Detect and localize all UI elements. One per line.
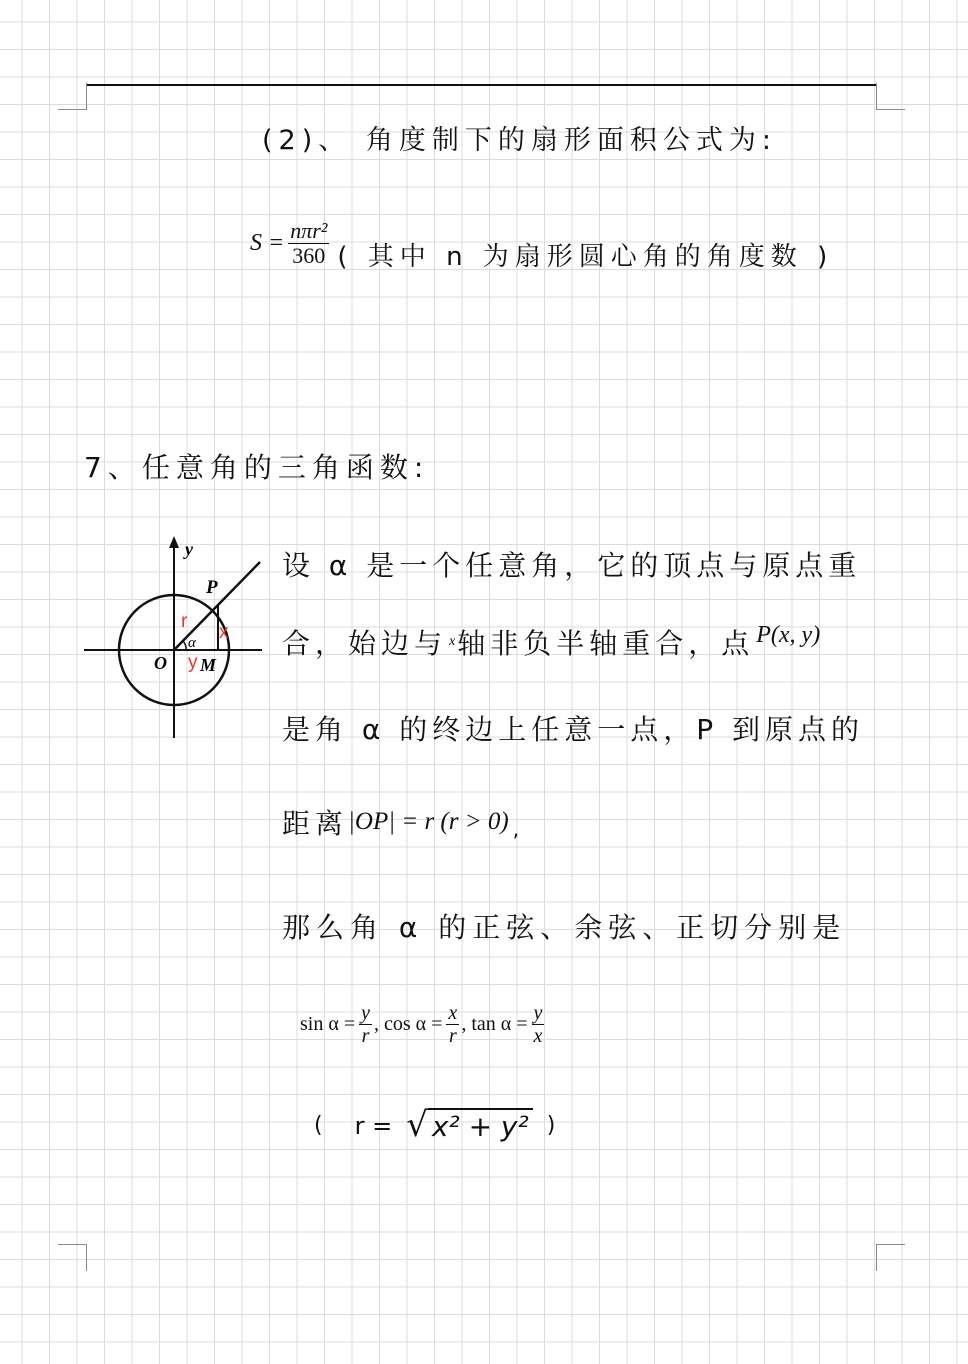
sector-area-formula xyxy=(250,214,833,273)
sin-denominator: r xyxy=(361,1025,370,1047)
label-y-side: y xyxy=(188,652,198,673)
sqrt-sign-icon: √ xyxy=(406,1105,428,1145)
formula-numerator: nπr² xyxy=(290,217,328,243)
paragraph-line-2-text: 合，始边与 xyxy=(282,627,448,660)
radius-open-paren: ( xyxy=(314,1113,323,1138)
paragraph-line-2-rest: 轴非负半轴重合，点 xyxy=(457,627,755,660)
angle-arc xyxy=(183,641,186,650)
label-x-side: x xyxy=(219,622,229,643)
cos-fraction xyxy=(446,1002,459,1047)
tan-lhs: , tan α = xyxy=(461,1013,528,1035)
sin-fraction xyxy=(359,1002,372,1047)
radius-lhs: r = xyxy=(354,1111,393,1140)
crop-mark-top-left xyxy=(58,83,87,110)
op-distance-formula: |OP| = r (r > 0) xyxy=(348,808,509,835)
sector-area-heading: (2)、 角度制下的扇形面积公式为: xyxy=(262,125,777,156)
cos-numerator: x xyxy=(448,1002,458,1024)
y-axis-arrow xyxy=(169,536,179,548)
paragraph-line-4-text: 距离 xyxy=(282,807,349,840)
formula-denominator: 360 xyxy=(292,243,326,268)
crop-mark-bottom-right xyxy=(876,1244,905,1271)
tan-fraction xyxy=(532,1002,545,1047)
formula-note: ( 其中 n 为扇形圆心角的角度数 ) xyxy=(337,242,834,272)
paragraph-line-1: 设 α 是一个任意角，它的顶点与原点重 xyxy=(282,549,862,582)
paragraph-line-4-tail: , xyxy=(512,817,526,841)
paragraph-line-3: 是角 α 的终边上任意一点，P 到原点的 xyxy=(282,713,865,746)
radius-radicand: x² + y² xyxy=(428,1108,533,1143)
formula-fraction xyxy=(288,219,329,268)
cos-denominator: r xyxy=(448,1025,457,1047)
radius-close-paren: ) xyxy=(546,1113,556,1138)
point-p-coordinates: P(x, y) xyxy=(756,621,821,648)
label-r: r xyxy=(181,611,188,632)
header-rule xyxy=(86,84,876,86)
trig-definitions xyxy=(300,1002,544,1047)
unit-circle-diagram xyxy=(82,530,267,745)
crop-mark-top-right xyxy=(876,83,905,110)
sin-lhs: sin α = xyxy=(300,1013,356,1035)
sin-numerator: y xyxy=(361,1002,370,1024)
formula-lhs: S = xyxy=(250,230,285,256)
tan-denominator: x xyxy=(533,1025,543,1047)
label-m: M xyxy=(200,655,217,675)
paragraph-line-4 xyxy=(282,802,525,842)
radius-sqrt xyxy=(406,1105,533,1145)
paragraph-line-5: 那么角 α 的正弦、余弦、正切分别是 xyxy=(282,911,847,944)
radius-formula xyxy=(314,1105,556,1145)
label-alpha: α xyxy=(188,635,196,651)
label-p: P xyxy=(206,577,218,598)
crop-mark-bottom-left xyxy=(58,1244,87,1271)
label-y-axis: y xyxy=(185,539,193,559)
paragraph-line-2 xyxy=(282,622,820,662)
section-7-heading: 7、任意角的三角函数: xyxy=(84,451,430,484)
tan-numerator: y xyxy=(533,1002,543,1024)
label-o: O xyxy=(154,653,167,673)
cos-lhs: , cos α = xyxy=(374,1013,443,1035)
paragraph-line-2-x: x xyxy=(449,634,456,649)
